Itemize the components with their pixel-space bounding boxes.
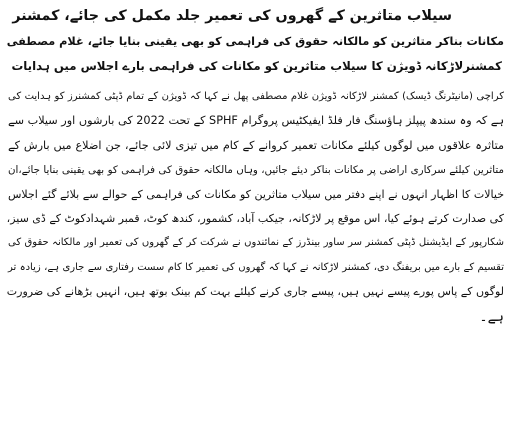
body-line: لوگوں کے پاس پورے پیسے نہیں ہیں، پیسے جاری کرنے کیلئے بہت کم بینک بوتھ ہیں، انہیں بڑھانے کی ضرورت — [6, 285, 504, 299]
body-line: کی صدارت کرتے ہوئے کیا، اس موقع پر لاڑکانہ، جیکب آباد، کشمور، کندھ کوٹ، قمبر شہدادکوٹ کے ڈی سیز، — [6, 212, 504, 226]
body-line: ہے کہ وہ سندھ پیپلز ہاؤسنگ فار فلڈ ایفیکٹیس پروگرام SPHF کے تحت 2022 کی بارشوں اور سیلاب سے — [8, 114, 504, 128]
body-line: تقسیم کے بارے میں بریفنگ دی، کمشنر لاڑکانہ نے کہا کہ گھروں کی تعمیر کا کام سست رفتاری سے جاری ہے، زیادہ تر — [8, 261, 504, 273]
body-line: ہے۔ — [479, 308, 504, 325]
body-line: متاثرہ علاقوں میں لوگوں کیلئے مکانات تعمیر کروانے کے کام میں تیزی لائی جائے، جن اضلاع میں بارش کے — [8, 138, 504, 152]
body-line: خیالات کا اظہار انہوں نے اپنے دفتر میں سیلاب متاثرین کو مکانات کی فراہمی کے حوالے سے بلائے گئے اجلاس — [8, 187, 504, 201]
body-line: کراچی (مانیٹرنگ ڈیسک) کمشنر لاڑکانہ ڈویژن غلام مصطفی پھل نے کہا کہ ڈویژن کے تمام ڈپٹی کمشنرز کو ہدایت کی — [8, 91, 504, 102]
article-body — [8, 85, 504, 329]
headline-main: سیلاب متاثرین کے گھروں کی تعمیر جلد مکمل کی جائے، کمشنر — [12, 8, 452, 24]
headline-secondary: مکانات بناکر متاثرین کو مالکانہ حقوق کی فراہمی کو بھی یقینی بنایا جائے، غلام مصطفی — [6, 35, 504, 48]
body-line: متاثرین کیلئے سرکاری اراضی پر مکانات بناکر دیئے جائیں، وہاں مالکانہ حقوق کی فراہمی کو بھی یقینی بنایا جائے،ان — [8, 164, 504, 177]
headline-tertiary: کمشنرلاڑکانہ ڈویژن کا سیلاب متاثرین کو مکانات کی فراہمی بارے اجلاس میں ہدایات — [11, 59, 502, 73]
body-line: شکارپور کے ایڈیشنل ڈپٹی کمشنر سر ساور بینڈرز کے نمائندوں نے شرکت کر کے گھروں کی تعمیر اور مالکانہ حقوق کی — [8, 237, 504, 249]
